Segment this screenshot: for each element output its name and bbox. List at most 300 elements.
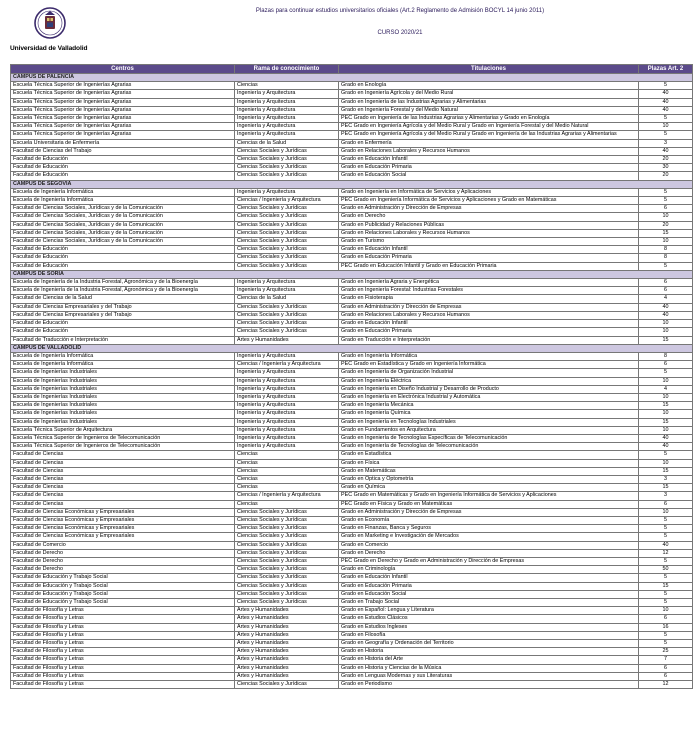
cell-rama: Ingeniería y Arquitectura [235, 279, 339, 287]
table-row [11, 541, 693, 549]
cell-rama: Artes y Humanidades [235, 615, 339, 623]
table-row [11, 426, 693, 434]
cell-plazas: 15 [639, 467, 693, 475]
cell-titulacion: Grado en Educación Infantil [339, 320, 639, 328]
table-row [11, 303, 693, 311]
cell-rama: Artes y Humanidades [235, 656, 339, 664]
cell-rama: Ciencias Sociales y Jurídicas [235, 156, 339, 164]
cell-titulacion: Grado en Filosofía [339, 631, 639, 639]
cell-rama: Ciencias Sociales y Jurídicas [235, 147, 339, 155]
table-row [11, 672, 693, 680]
cell-rama: Ciencias Sociales y Jurídicas [235, 328, 339, 336]
cell-plazas: 15 [639, 582, 693, 590]
cell-titulacion: Grado en Historia del Arte [339, 656, 639, 664]
table-row [11, 615, 693, 623]
cell-plazas: 8 [639, 352, 693, 360]
cell-centro: Escuela de Ingeniería Informática [11, 188, 235, 196]
cell-titulacion: Grado en Óptica y Optometría [339, 475, 639, 483]
cell-rama: Ingeniería y Arquitectura [235, 287, 339, 295]
cell-rama: Ciencias [235, 484, 339, 492]
cell-plazas: 40 [639, 90, 693, 98]
cell-plazas: 5 [639, 557, 693, 565]
table-row [11, 656, 693, 664]
cell-centro: Facultad de Derecho [11, 549, 235, 557]
table-row [11, 434, 693, 442]
table-row [11, 467, 693, 475]
cell-rama: Ciencias Sociales y Jurídicas [235, 229, 339, 237]
cell-titulacion: Grado en Turismo [339, 238, 639, 246]
cell-rama: Ciencias de la Salud [235, 295, 339, 303]
cell-plazas: 10 [639, 410, 693, 418]
table-row [11, 361, 693, 369]
cell-titulacion: Grado en Educación Social [339, 590, 639, 598]
cell-plazas: 40 [639, 443, 693, 451]
cell-rama: Ciencias Sociales y Jurídicas [235, 582, 339, 590]
cell-centro: Facultad de Ciencias Económicas y Empresariales [11, 525, 235, 533]
cell-centro: Facultad de Educación [11, 262, 235, 270]
cell-titulacion: Grado en Ingeniería en Informática de Servicios y Aplicaciones [339, 188, 639, 196]
cell-rama: Ingeniería y Arquitectura [235, 418, 339, 426]
cell-titulacion: PEC Grado en Estadística y Grado en Ingeniería Informática [339, 361, 639, 369]
table-header-row [11, 65, 693, 74]
cell-centro: Facultad de Ciencias del Trabajo [11, 147, 235, 155]
cell-centro: Facultad de Ciencias [11, 484, 235, 492]
cell-titulacion: Grado en Derecho [339, 213, 639, 221]
cell-titulacion: Grado en Estudios Clásicos [339, 615, 639, 623]
cell-rama: Ciencias Sociales y Jurídicas [235, 541, 339, 549]
table-row [11, 139, 693, 147]
cell-titulacion: PEC Grado en Ingeniería de las Industrias Agrarias y Alimentarias y Grado en Enología [339, 115, 639, 123]
table-row [11, 582, 693, 590]
cell-rama: Ciencias Sociales y Jurídicas [235, 508, 339, 516]
cell-plazas: 5 [639, 640, 693, 648]
cell-centro: Facultad de Filosofía y Letras [11, 615, 235, 623]
cell-rama: Artes y Humanidades [235, 672, 339, 680]
table-row [11, 648, 693, 656]
cell-plazas: 25 [639, 648, 693, 656]
cell-centro: Facultad de Educación [11, 172, 235, 180]
cell-titulacion: Grado en Marketing e Investigación de Mercados [339, 533, 639, 541]
cell-centro: Facultad de Ciencias [11, 467, 235, 475]
cell-plazas: 6 [639, 672, 693, 680]
table-row [11, 623, 693, 631]
col-header-plazas: Plazas Art. 2 [639, 65, 693, 74]
cell-centro: Escuela Técnica Superior de Ingenieros de Telecomunicación [11, 443, 235, 451]
cell-plazas: 10 [639, 508, 693, 516]
cell-centro: Facultad de Ciencias [11, 459, 235, 467]
table-row [11, 156, 693, 164]
table-row [11, 369, 693, 377]
cell-rama: Ingeniería y Arquitectura [235, 402, 339, 410]
cell-titulacion: Grado en Relaciones Laborales y Recursos Humanos [339, 147, 639, 155]
cell-centro: Escuela de Ingenierías Industriales [11, 410, 235, 418]
cell-titulacion: Grado en Historia [339, 648, 639, 656]
cell-rama: Ciencias Sociales y Jurídicas [235, 320, 339, 328]
cell-titulacion: PEC Grado en Matemáticas y Grado en Ingeniería Informática de Servicios y Aplicaciones [339, 492, 639, 500]
cell-plazas: 40 [639, 147, 693, 155]
cell-centro: Facultad de Ciencias Económicas y Empresariales [11, 516, 235, 524]
cell-centro: Escuela Técnica Superior de Arquitectura [11, 426, 235, 434]
cell-rama: Ingeniería y Arquitectura [235, 106, 339, 114]
cell-rama: Ingeniería y Arquitectura [235, 377, 339, 385]
cell-titulacion: Grado en Ingeniería Mecánica [339, 402, 639, 410]
cell-centro: Facultad de Ciencias Sociales, Jurídicas y de la Comunicación [11, 229, 235, 237]
cell-titulacion: Grado en Administración y Dirección de Empresas [339, 205, 639, 213]
cell-rama: Ciencias [235, 475, 339, 483]
cell-plazas: 40 [639, 303, 693, 311]
col-header-rama: Rama de conocimiento [235, 65, 339, 74]
table-row [11, 492, 693, 500]
table-row [11, 205, 693, 213]
cell-centro: Facultad de Ciencias Sociales, Jurídicas y de la Comunicación [11, 221, 235, 229]
table-row [11, 254, 693, 262]
cell-titulacion: Grado en Finanzas, Banca y Seguros [339, 525, 639, 533]
cell-plazas: 5 [639, 516, 693, 524]
table-row [11, 131, 693, 139]
cell-plazas: 10 [639, 393, 693, 401]
cell-centro: Facultad de Ciencias Sociales, Jurídicas y de la Comunicación [11, 213, 235, 221]
cell-titulacion: PEC Grado en Ingeniería Agrícola y del Medio Rural y Grado en Ingeniería Forestal y del Medio Natural [339, 123, 639, 131]
cell-rama: Ciencias Sociales y Jurídicas [235, 213, 339, 221]
table-row [11, 418, 693, 426]
cell-centro: Escuela Técnica Superior de Ingenieros de Telecomunicación [11, 434, 235, 442]
cell-rama: Ciencias Sociales y Jurídicas [235, 221, 339, 229]
cell-titulacion: Grado en Geografía y Ordenación del Territorio [339, 640, 639, 648]
cell-centro: Facultad de Traducción e Interpretación [11, 336, 235, 344]
table-row [11, 213, 693, 221]
cell-rama: Ingeniería y Arquitectura [235, 434, 339, 442]
cell-centro: Facultad de Ciencias [11, 500, 235, 508]
cell-centro: Facultad de Educación y Trabajo Social [11, 582, 235, 590]
cell-plazas: 40 [639, 106, 693, 114]
cell-plazas: 10 [639, 123, 693, 131]
table-row [11, 311, 693, 319]
cell-centro: Escuela de Ingeniería Informática [11, 361, 235, 369]
cell-titulacion: Grado en Física [339, 459, 639, 467]
table-row [11, 402, 693, 410]
table-row [11, 516, 693, 524]
cell-rama: Ciencias [235, 467, 339, 475]
cell-centro: Facultad de Filosofía y Letras [11, 681, 235, 689]
cell-rama: Ciencias Sociales y Jurídicas [235, 205, 339, 213]
cell-rama: Ciencias Sociales y Jurídicas [235, 525, 339, 533]
cell-centro: Escuela Universitaria de Enfermería [11, 139, 235, 147]
cell-titulacion: Grado en Estadística [339, 451, 639, 459]
table-row [11, 500, 693, 508]
campus-section-row [11, 270, 693, 278]
university-seal-icon [34, 6, 66, 40]
cell-titulacion: Grado en Fisioterapia [339, 295, 639, 303]
cell-titulacion: Grado en Relaciones Laborales y Recursos Humanos [339, 311, 639, 319]
cell-titulacion: Grado en Ingeniería de las Industrias Agrarias y Alimentarias [339, 98, 639, 106]
cell-titulacion: Grado en Criminología [339, 566, 639, 574]
cell-plazas: 40 [639, 541, 693, 549]
campus-section-row [11, 180, 693, 188]
cell-centro: Escuela de Ingenierías Industriales [11, 402, 235, 410]
cell-centro: Escuela de Ingeniería de la Industria Forestal, Agronómica y de la Bioenergía [11, 287, 235, 295]
table-row [11, 607, 693, 615]
cell-centro: Facultad de Derecho [11, 566, 235, 574]
table-row [11, 98, 693, 106]
table-row [11, 106, 693, 114]
cell-titulacion: PEC Grado en Física y Grado en Matemáticas [339, 500, 639, 508]
cell-titulacion: Grado en Ingeniería de Tecnologías de Telecomunicación [339, 443, 639, 451]
table-row [11, 164, 693, 172]
cell-rama: Ciencias / Ingeniería y Arquitectura [235, 361, 339, 369]
cell-plazas: 10 [639, 320, 693, 328]
table-row [11, 90, 693, 98]
cell-plazas: 5 [639, 262, 693, 270]
cell-plazas: 15 [639, 484, 693, 492]
table-body [11, 74, 693, 689]
cell-centro: Facultad de Filosofía y Letras [11, 623, 235, 631]
cell-centro: Facultad de Filosofía y Letras [11, 631, 235, 639]
cell-plazas: 3 [639, 475, 693, 483]
cell-plazas: 5 [639, 82, 693, 90]
plazas-table [10, 64, 693, 689]
cell-titulacion: Grado en Enfermería [339, 139, 639, 147]
cell-rama: Ingeniería y Arquitectura [235, 90, 339, 98]
cell-rama: Ciencias [235, 451, 339, 459]
cell-plazas: 4 [639, 385, 693, 393]
cell-rama: Ciencias Sociales y Jurídicas [235, 574, 339, 582]
university-name: Universidad de Valladolid [10, 45, 88, 52]
cell-centro: Facultad de Filosofía y Letras [11, 672, 235, 680]
table-row [11, 246, 693, 254]
cell-rama: Ciencias / Ingeniería y Arquitectura [235, 492, 339, 500]
campus-section-row [11, 344, 693, 352]
cell-plazas: 6 [639, 205, 693, 213]
cell-titulacion: Grado en Educación Primaria [339, 582, 639, 590]
cell-titulacion: Grado en Educación Primaria [339, 254, 639, 262]
cell-plazas: 15 [639, 418, 693, 426]
cell-rama: Ciencias Sociales y Jurídicas [235, 599, 339, 607]
cell-titulacion: Grado en Educación Infantil [339, 156, 639, 164]
table-row [11, 599, 693, 607]
cell-titulacion: Grado en Educación Primaria [339, 328, 639, 336]
cell-rama: Ingeniería y Arquitectura [235, 410, 339, 418]
cell-titulacion: Grado en Economía [339, 516, 639, 524]
cell-plazas: 5 [639, 574, 693, 582]
cell-rama: Ingeniería y Arquitectura [235, 385, 339, 393]
cell-plazas: 40 [639, 311, 693, 319]
cell-centro: Escuela de Ingenierías Industriales [11, 385, 235, 393]
course-label: CURSO 2020/21 [377, 30, 423, 36]
cell-plazas: 30 [639, 164, 693, 172]
cell-titulacion: Grado en Derecho [339, 549, 639, 557]
table-row [11, 172, 693, 180]
cell-rama: Ciencias Sociales y Jurídicas [235, 238, 339, 246]
table-row [11, 640, 693, 648]
table-row [11, 229, 693, 237]
cell-plazas: 20 [639, 156, 693, 164]
cell-titulacion: Grado en Matemáticas [339, 467, 639, 475]
cell-titulacion: Grado en Ingeniería Forestal y del Medio Natural [339, 106, 639, 114]
cell-rama: Ingeniería y Arquitectura [235, 426, 339, 434]
cell-titulacion: Grado en Lenguas Modernas y sus Literaturas [339, 672, 639, 680]
cell-rama: Ciencias Sociales y Jurídicas [235, 246, 339, 254]
cell-rama: Ciencias Sociales y Jurídicas [235, 164, 339, 172]
table-row [11, 238, 693, 246]
cell-plazas: 6 [639, 500, 693, 508]
cell-titulacion: Grado en Ingeniería Agrícola y del Medio Rural [339, 90, 639, 98]
cell-plazas: 10 [639, 607, 693, 615]
cell-titulacion: Grado en Historia y Ciencias de la Música [339, 664, 639, 672]
cell-titulacion: Grado en Enología [339, 82, 639, 90]
cell-plazas: 20 [639, 221, 693, 229]
cell-titulacion: Grado en Ingeniería Química [339, 410, 639, 418]
cell-plazas: 7 [639, 656, 693, 664]
table-row [11, 393, 693, 401]
table-row [11, 566, 693, 574]
col-header-titulaciones: Titulaciones [339, 65, 639, 74]
cell-plazas: 5 [639, 599, 693, 607]
cell-titulacion: PEC Grado en Derecho y Grado en Administración y Dirección de Empresas [339, 557, 639, 565]
table-row [11, 574, 693, 582]
cell-centro: Facultad de Ciencias [11, 475, 235, 483]
table-row [11, 197, 693, 205]
col-header-centros: Centros [11, 65, 235, 74]
cell-centro: Facultad de Filosofía y Letras [11, 648, 235, 656]
cell-plazas: 3 [639, 139, 693, 147]
table-row [11, 385, 693, 393]
cell-plazas: 5 [639, 131, 693, 139]
table-row [11, 484, 693, 492]
table-row [11, 115, 693, 123]
cell-centro: Facultad de Derecho [11, 557, 235, 565]
cell-centro: Escuela Técnica Superior de Ingenierías Agrarias [11, 115, 235, 123]
cell-rama: Ciencias Sociales y Jurídicas [235, 311, 339, 319]
cell-plazas: 8 [639, 254, 693, 262]
table-row [11, 549, 693, 557]
university-logo [10, 6, 90, 52]
cell-plazas: 10 [639, 377, 693, 385]
cell-centro: Facultad de Educación [11, 320, 235, 328]
cell-plazas: 16 [639, 623, 693, 631]
cell-plazas: 5 [639, 525, 693, 533]
cell-centro: Facultad de Ciencias Sociales, Jurídicas y de la Comunicación [11, 205, 235, 213]
cell-rama: Ingeniería y Arquitectura [235, 115, 339, 123]
cell-rama: Artes y Humanidades [235, 648, 339, 656]
campus-name: CAMPUS DE SEGOVIA [11, 180, 693, 188]
cell-rama: Ciencias Sociales y Jurídicas [235, 549, 339, 557]
cell-centro: Facultad de Ciencias Económicas y Empresariales [11, 533, 235, 541]
cell-centro: Facultad de Educación [11, 156, 235, 164]
cell-plazas: 3 [639, 492, 693, 500]
cell-centro: Escuela Técnica Superior de Ingenierías Agrarias [11, 106, 235, 114]
cell-titulacion: PEC Grado en Ingeniería Agrícola y del Medio Rural y Grado en Ingeniería de las Industrias Agrarias y Alimentarias [339, 131, 639, 139]
cell-rama: Ciencias Sociales y Jurídicas [235, 557, 339, 565]
cell-titulacion: Grado en Ingeniería Eléctrica [339, 377, 639, 385]
cell-rama: Ciencias Sociales y Jurídicas [235, 566, 339, 574]
cell-plazas: 8 [639, 246, 693, 254]
cell-titulacion: Grado en Educación Infantil [339, 246, 639, 254]
cell-titulacion: Grado en Estudios Ingleses [339, 623, 639, 631]
cell-rama: Ingeniería y Arquitectura [235, 131, 339, 139]
cell-centro: Facultad de Educación y Trabajo Social [11, 590, 235, 598]
cell-rama: Ciencias [235, 500, 339, 508]
cell-centro: Facultad de Educación [11, 328, 235, 336]
cell-titulacion: Grado en Publicidad y Relaciones Públicas [339, 221, 639, 229]
campus-section-row [11, 74, 693, 82]
table-row [11, 188, 693, 196]
cell-plazas: 10 [639, 213, 693, 221]
cell-rama: Artes y Humanidades [235, 607, 339, 615]
table-row [11, 287, 693, 295]
cell-centro: Escuela de Ingeniería Informática [11, 197, 235, 205]
cell-titulacion: Grado en Comercio [339, 541, 639, 549]
cell-centro: Escuela Técnica Superior de Ingenierías Agrarias [11, 82, 235, 90]
cell-centro: Escuela Técnica Superior de Ingenierías Agrarias [11, 131, 235, 139]
cell-titulacion: Grado en Educación Infantil [339, 574, 639, 582]
cell-centro: Facultad de Educación y Trabajo Social [11, 599, 235, 607]
table-row [11, 279, 693, 287]
cell-titulacion: Grado en Administración y Dirección de Empresas [339, 508, 639, 516]
cell-centro: Facultad de Ciencias Empresariales y del Trabajo [11, 311, 235, 319]
cell-titulacion: Grado en Ingeniería de Organización Industrial [339, 369, 639, 377]
cell-plazas: 10 [639, 426, 693, 434]
cell-centro: Facultad de Filosofía y Letras [11, 640, 235, 648]
cell-plazas: 6 [639, 664, 693, 672]
cell-plazas: 15 [639, 402, 693, 410]
cell-plazas: 12 [639, 681, 693, 689]
table-row [11, 681, 693, 689]
cell-rama: Ciencias Sociales y Jurídicas [235, 172, 339, 180]
cell-rama: Artes y Humanidades [235, 631, 339, 639]
cell-centro: Facultad de Ciencias Empresariales y del Trabajo [11, 303, 235, 311]
cell-centro: Facultad de Filosofía y Letras [11, 607, 235, 615]
cell-rama: Ingeniería y Arquitectura [235, 98, 339, 106]
cell-titulacion: Grado en Periodismo [339, 681, 639, 689]
cell-centro: Escuela de Ingenierías Industriales [11, 393, 235, 401]
table-row [11, 147, 693, 155]
table-row [11, 352, 693, 360]
cell-titulacion: Grado en Ingeniería de Tecnologías Específicas de Telecomunicación [339, 434, 639, 442]
cell-rama: Ciencias Sociales y Jurídicas [235, 254, 339, 262]
table-row [11, 336, 693, 344]
cell-centro: Facultad de Ciencias Económicas y Empresariales [11, 508, 235, 516]
cell-rama: Ingeniería y Arquitectura [235, 443, 339, 451]
cell-titulacion: PEC Grado en Educación Infantil y Grado en Educación Primaria [339, 262, 639, 270]
cell-rama: Ingeniería y Arquitectura [235, 123, 339, 131]
table-row [11, 410, 693, 418]
cell-plazas: 15 [639, 229, 693, 237]
table-row [11, 221, 693, 229]
table-row [11, 557, 693, 565]
table-row [11, 443, 693, 451]
cell-centro: Escuela de Ingenierías Industriales [11, 377, 235, 385]
cell-centro: Facultad de Educación y Trabajo Social [11, 574, 235, 582]
cell-plazas: 6 [639, 287, 693, 295]
table-row [11, 664, 693, 672]
cell-centro: Facultad de Ciencias Sociales, Jurídicas y de la Comunicación [11, 238, 235, 246]
cell-rama: Ciencias [235, 459, 339, 467]
cell-rama: Artes y Humanidades [235, 623, 339, 631]
cell-plazas: 5 [639, 197, 693, 205]
cell-titulacion: Grado en Ingeniería en Tecnologías Industriales [339, 418, 639, 426]
cell-centro: Facultad de Educación [11, 164, 235, 172]
cell-plazas: 10 [639, 238, 693, 246]
table-row [11, 123, 693, 131]
cell-centro: Escuela de Ingenierías Industriales [11, 369, 235, 377]
cell-rama: Ciencias de la Salud [235, 139, 339, 147]
campus-name: CAMPUS DE SORIA [11, 270, 693, 278]
cell-plazas: 6 [639, 615, 693, 623]
cell-plazas: 50 [639, 566, 693, 574]
cell-centro: Escuela Técnica Superior de Ingenierías Agrarias [11, 90, 235, 98]
table-row [11, 82, 693, 90]
cell-plazas: 5 [639, 115, 693, 123]
